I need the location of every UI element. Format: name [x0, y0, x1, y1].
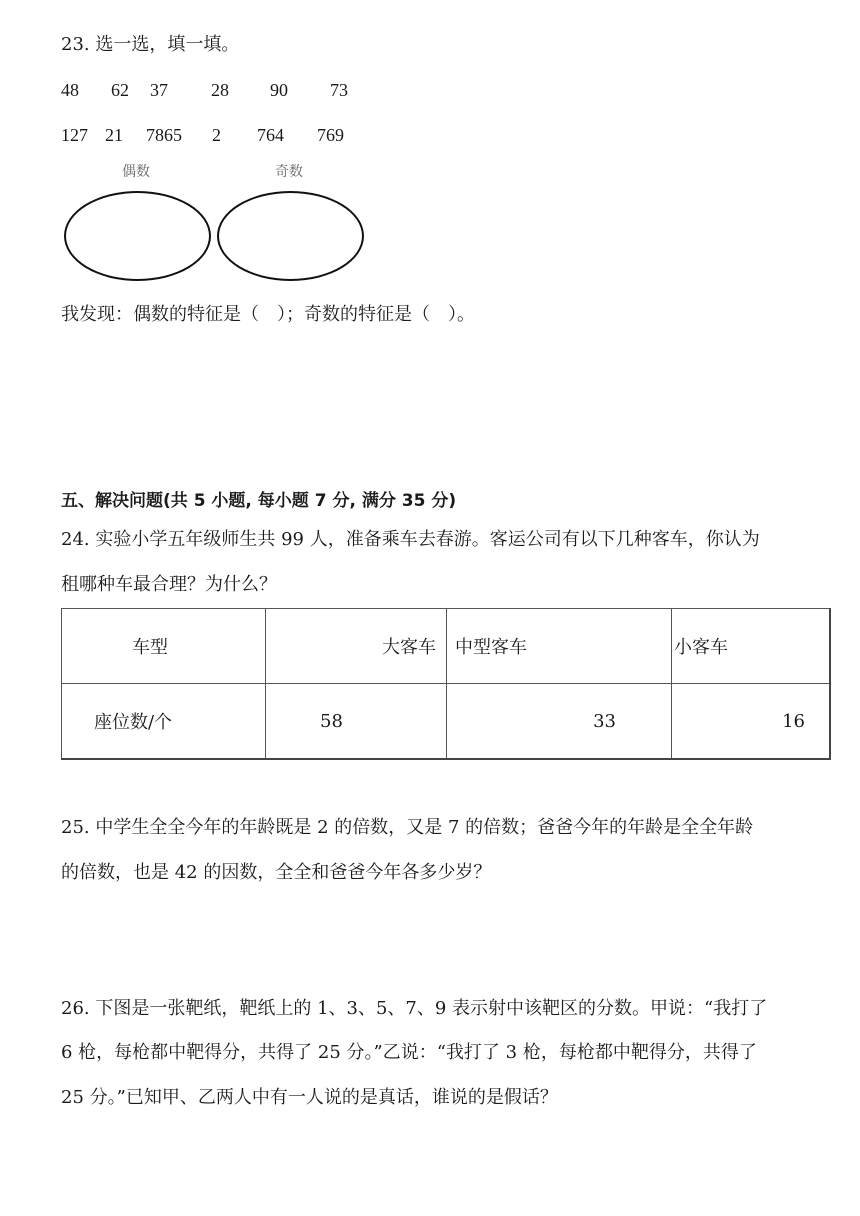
table-header-cell: 大客车 [266, 609, 447, 684]
number-item: 2 [212, 125, 221, 145]
q23-finding: 我发现：偶数的特征是（ ）；奇数的特征是（ ）。 [61, 304, 475, 325]
q26-text-line-2: 6 枪，每枪都中靶得分，共得了 25 分。”乙说：“我打了 3 枪，每枪都中靶得分，共得了 [61, 1042, 757, 1063]
number-item: 769 [317, 125, 344, 145]
table-header-cell: 车型 [62, 609, 266, 684]
odd-label: 奇数 [275, 164, 303, 180]
table-header-cell: 小客车 [672, 609, 831, 684]
table-cell: 58 [266, 684, 447, 760]
q25-text-line-2: 的倍数，也是 42 的因数，全全和爸爸今年各多少岁？ [61, 862, 492, 883]
odd-number-circle [217, 191, 364, 281]
q26-text-line-1: 26. 下图是一张靶纸，靶纸上的 1、3、5、7、9 表示射中该靶区的分数。甲说：“我打了 [61, 998, 768, 1019]
number-item: 37 [150, 80, 168, 100]
q23-title: 23. 选一选，填一填。 [61, 34, 240, 55]
table-cell: 33 [447, 684, 672, 760]
number-item: 28 [211, 80, 229, 100]
bus-seat-table [61, 608, 831, 760]
q26-text-line-3: 25 分。”已知甲、乙两人中有一人说的是真话，谁说的是假话？ [61, 1087, 558, 1108]
even-label: 偶数 [122, 164, 150, 180]
even-number-circle [64, 191, 211, 281]
number-item: 127 [61, 125, 88, 145]
q25-text-line-1: 25. 中学生全全今年的年龄既是 2 的倍数，又是 7 的倍数；爸爸今年的年龄是全全年龄 [61, 817, 754, 838]
q24-text-line-2: 租哪种车最合理？为什么？ [61, 574, 277, 595]
section-title: 五、解决问题(共 5 小题, 每小题 7 分, 满分 35 分) [61, 491, 457, 511]
number-item: 7865 [146, 125, 182, 145]
number-item: 48 [61, 80, 79, 100]
table-row [62, 684, 831, 760]
number-item: 21 [105, 125, 123, 145]
number-item: 73 [330, 80, 348, 100]
number-item: 62 [111, 80, 129, 100]
table-cell: 座位数/个 [62, 684, 266, 760]
table-header-cell: 中型客车 [447, 609, 672, 684]
number-item: 764 [257, 125, 284, 145]
number-item: 90 [270, 80, 288, 100]
q24-text-line-1: 24. 实验小学五年级师生共 99 人，准备乘车去春游。客运公司有以下几种客车，你认为 [61, 529, 760, 550]
table-cell: 16 [672, 684, 831, 760]
table-header-row [62, 609, 831, 684]
